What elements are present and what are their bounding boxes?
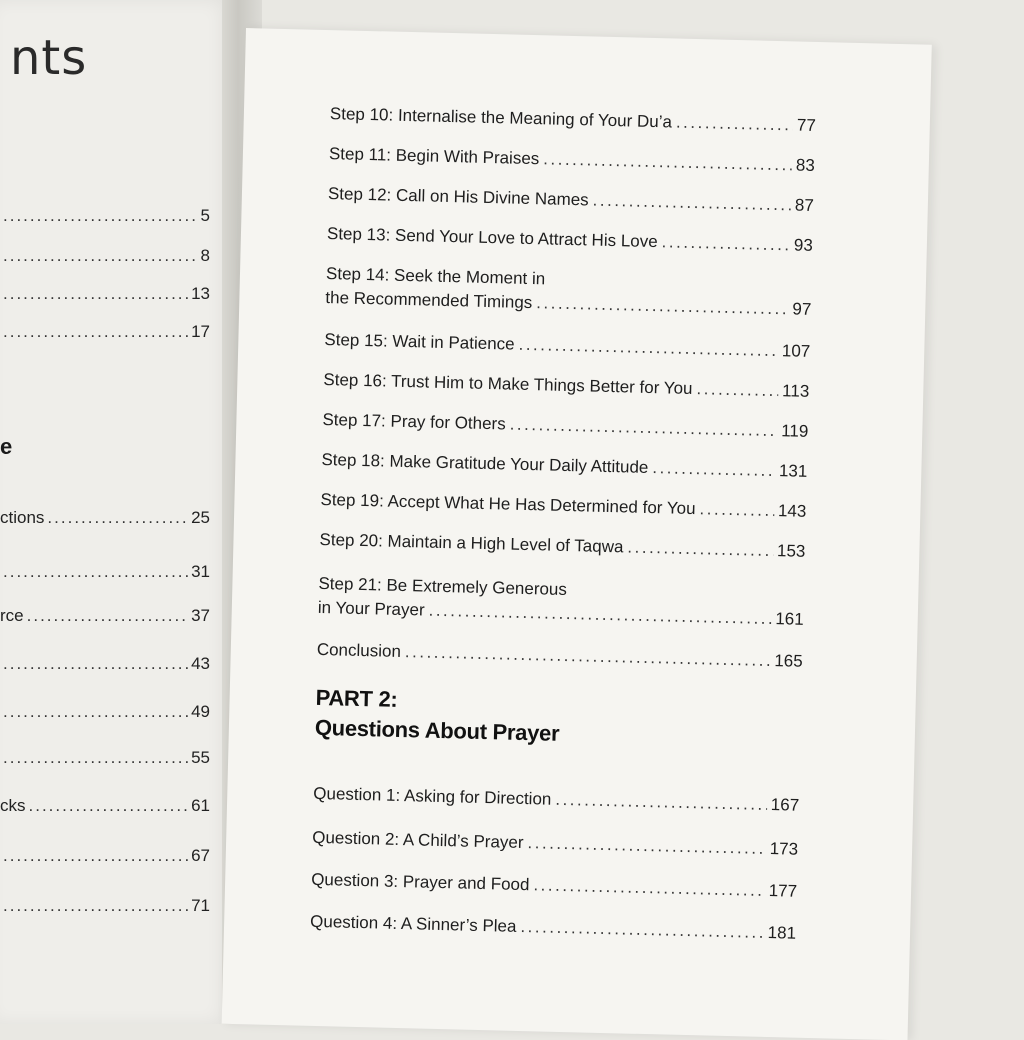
left-toc-entry-label: cks [0,796,26,815]
dot-leader [543,147,792,177]
left-toc-entry-label: rce [0,606,24,625]
table-of-contents [309,102,817,943]
dot-leader [47,508,188,528]
toc-entry-step-label: Step 10: Internalise the Meaning of Your Du’a [329,104,673,132]
dot-leader [3,702,188,722]
dot-leader [3,246,198,266]
dot-leader [3,846,188,866]
toc-entry-step-label: the Recommended Timings [325,288,533,313]
dot-leader [520,915,764,945]
left-toc-entry-page: 49 [191,702,210,721]
left-toc-entry-page: 43 [191,654,210,673]
part-2-label: PART 2: [315,684,398,712]
toc-entry-question-label: Question 1: Asking for Direction [313,783,552,809]
dot-leader [29,796,189,816]
left-toc-entry-page: 71 [191,896,210,915]
dot-leader [509,413,777,444]
toc-entry-step-label: Step 12: Call on His Divine Names [327,184,589,210]
toc-entry-step-page-number: 87 [794,195,815,215]
part-heading-fragment: e [0,434,13,459]
toc-entry-step [318,572,805,632]
toc-entry-step-page-number: 93 [793,235,814,255]
toc-entry-step [319,528,805,564]
left-toc-entry-page: 55 [191,748,210,767]
left-toc-entry [0,796,210,816]
left-toc-entry-page: 13 [191,284,210,303]
dot-leader [3,896,188,916]
left-toc-entry [0,246,210,266]
part-2-title: Questions About Prayer [314,714,560,746]
toc-entry-question [310,910,796,946]
toc-entry-question-label: Question 3: Prayer and Food [310,869,530,895]
toc-entry-step [321,448,807,484]
left-toc-entry-page: 25 [191,508,210,527]
dot-leader [3,284,188,304]
dot-leader [627,535,773,563]
dot-leader [592,189,791,218]
toc-entry-question-page-number: 167 [770,795,800,815]
left-toc-entry [0,896,210,916]
left-toc-entry-page: 5 [200,206,210,225]
dot-leader [536,291,789,321]
toc-entry-question-label: Question 4: A Sinner’s Plea [309,911,517,936]
dot-leader [696,377,778,403]
toc-entry-step-page-number: 153 [776,541,806,561]
left-toc-entry-page: 37 [191,606,210,625]
dot-leader [699,497,774,523]
toc-entry-conclusion-page-number: 165 [774,651,803,671]
toc-entry-step-page-number: 161 [775,609,804,629]
toc-entry-question-page-number: 181 [767,923,797,943]
dot-leader [405,640,771,673]
toc-entry-step [322,408,808,444]
toc-entry-step [328,182,814,218]
left-toc-entry-page: 17 [191,322,210,341]
toc-entry-step-label: Step 17: Pray for Others [322,409,506,434]
left-toc-entry [0,206,210,226]
toc-entry-step-label: in Your Prayer [317,597,425,620]
toc-entry-step [327,222,813,258]
toc-entry-question [311,868,797,904]
dot-leader [3,748,188,768]
toc-entry-step-label: Step 21: Be Extremely Generous [318,573,568,600]
dot-leader [555,788,767,817]
left-toc-entry [0,508,210,528]
left-toc-entry-label: ctions [0,508,45,527]
toc-entry-conclusion-label: Conclusion [316,639,402,661]
toc-entry-question [313,782,799,818]
dot-leader [661,230,790,257]
left-toc-entry [0,654,210,674]
dot-leader [3,322,188,342]
toc-entry-step-page-number: 97 [792,299,812,319]
toc-entry-step-label: Step 11: Begin With Praises [328,144,540,169]
left-toc-entry [0,702,210,722]
dot-leader [27,606,188,626]
left-toc-entry [0,284,210,304]
left-toc-entry [0,748,210,768]
toc-entry-step-label: Step 15: Wait in Patience [324,330,515,354]
toc-entry-step-label: Step 20: Maintain a High Level of Taqwa [319,529,624,557]
left-toc-entry-page: 31 [191,562,210,581]
dot-leader [533,873,765,903]
dot-leader [3,206,198,226]
left-toc-entry [0,562,210,582]
toc-entry-step-page-number: 119 [780,421,809,441]
toc-entry-step-page-number: 143 [777,501,807,521]
toc-entry-step [330,102,816,138]
toc-entry-step-label: Step 16: Trust Him to Make Things Better for You [323,369,693,399]
toc-entry-step-label: Step 13: Send Your Love to Attract His Love [326,224,658,252]
toc-entry-step-page-number: 113 [781,381,810,401]
left-page [0,0,232,1024]
toc-entry-step [320,488,806,524]
toc-entry-step-page-number: 83 [795,155,816,175]
left-toc-entry [0,846,210,866]
toc-entry-step [323,368,809,404]
toc-entry-step [325,262,812,322]
toc-entry-step-label: Step 18: Make Gratitude Your Daily Attitude [321,449,649,477]
right-page [222,28,932,1040]
left-toc-entry-page: 8 [200,246,210,265]
toc-entry-step [324,328,810,364]
contents-title-fragment: nts [10,30,88,86]
toc-entry-question-label: Question 2: A Child’s Prayer [312,827,524,853]
left-toc-entry-page: 67 [191,846,210,865]
toc-entry-conclusion [317,638,803,674]
toc-entry-question [312,826,798,862]
toc-entry-step [329,142,815,178]
dot-leader [527,831,766,861]
toc-entry-step-label: Step 14: Seek the Moment in [325,264,546,289]
dot-leader [652,456,775,483]
toc-entry-step-page-number: 107 [781,341,811,361]
dot-leader [3,562,188,582]
toc-entry-step-label: Step 19: Accept What He Has Determined for You [320,489,696,519]
toc-entry-question-page-number: 177 [768,881,798,901]
left-toc-entry [0,606,210,626]
toc-entry-step-page-number: 131 [778,461,808,481]
toc-entry-step-page-number: 77 [796,115,817,135]
left-toc-entry-page: 61 [191,796,210,815]
dot-leader [676,111,794,138]
toc-entry-question-page-number: 173 [769,839,799,859]
left-toc-entry [0,322,210,342]
dot-leader [3,654,188,674]
dot-leader [518,333,778,363]
